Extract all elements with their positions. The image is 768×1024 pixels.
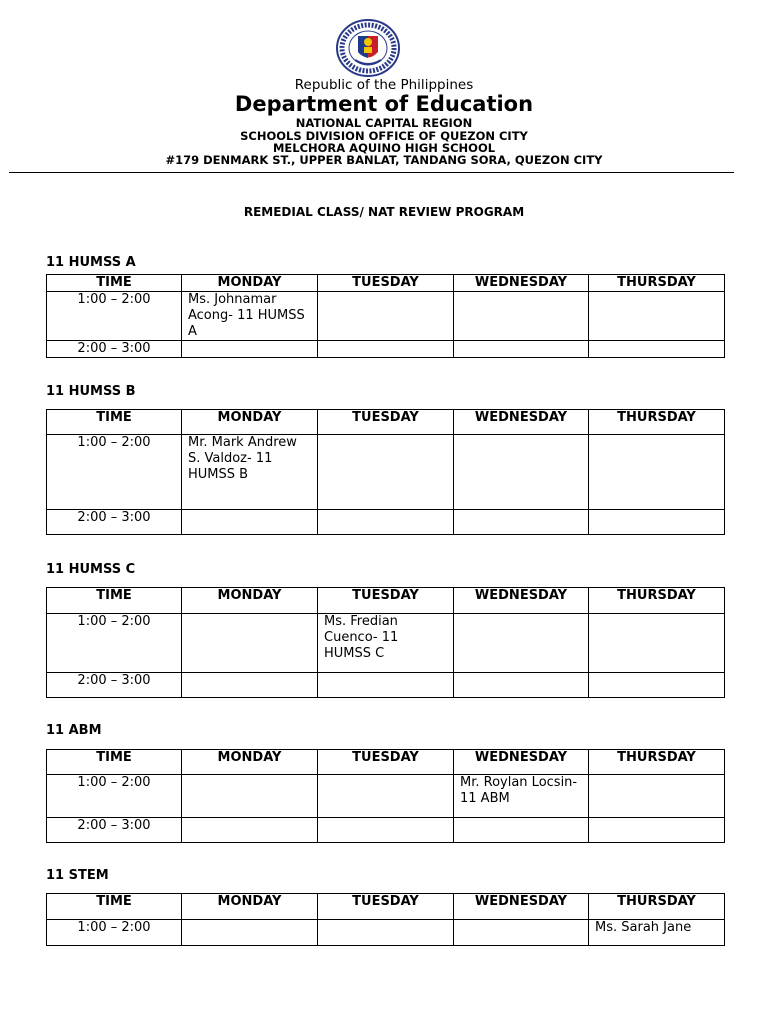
wednesday-cell: [454, 341, 589, 358]
monday-cell: Ms. Johnamar Acong- 11 HUMSS A: [182, 292, 318, 341]
column-header-wednesday: WEDNESDAY: [454, 750, 589, 775]
thursday-cell: [589, 673, 725, 698]
thursday-cell: [589, 775, 725, 818]
table-row: [47, 510, 725, 535]
wednesday-cell: [454, 292, 589, 341]
department-name: Department of Education: [234, 92, 534, 116]
section-title: 11 HUMSS B: [46, 384, 136, 399]
column-header-tuesday: TUESDAY: [318, 750, 454, 775]
section-humss-a: [46, 255, 724, 358]
wednesday-cell: Mr. Roylan Locsin-11 ABM: [454, 775, 589, 818]
tuesday-cell: Ms. Fredian Cuenco- 11 HUMSS C: [318, 614, 454, 673]
thursday-cell: [589, 341, 725, 358]
column-header-time: TIME: [47, 410, 182, 435]
schedule-table: [46, 274, 725, 358]
column-header-time: TIME: [47, 894, 182, 920]
republic-line: Republic of the Philippines: [294, 77, 474, 93]
thursday-cell: Ms. Sarah Jane: [589, 920, 725, 946]
wednesday-cell: [454, 510, 589, 535]
monday-cell: [182, 673, 318, 698]
monday-cell: [182, 614, 318, 673]
table-row: [47, 614, 725, 673]
thursday-cell: [589, 818, 725, 843]
wednesday-cell: [454, 920, 589, 946]
column-header-wednesday: WEDNESDAY: [454, 275, 589, 292]
time-cell: 2:00 – 3:00: [47, 673, 182, 698]
column-header-thursday: THURSDAY: [589, 275, 725, 292]
column-header-time: TIME: [47, 275, 182, 292]
wednesday-cell: [454, 614, 589, 673]
section-abm: [46, 723, 724, 843]
tuesday-cell: [318, 341, 454, 358]
thursday-cell: [589, 435, 725, 510]
column-header-time: TIME: [47, 750, 182, 775]
section-title: 11 ABM: [46, 723, 102, 738]
column-header-tuesday: TUESDAY: [318, 894, 454, 920]
section-title: 11 HUMSS A: [46, 255, 136, 270]
monday-cell: [182, 818, 318, 843]
wednesday-cell: [454, 673, 589, 698]
time-cell: 1:00 – 2:00: [47, 435, 182, 510]
time-cell: 1:00 – 2:00: [47, 920, 182, 946]
column-header-monday: MONDAY: [182, 750, 318, 775]
table-row: [47, 920, 725, 946]
column-header-tuesday: TUESDAY: [318, 275, 454, 292]
region-line: NATIONAL CAPITAL REGION: [295, 116, 473, 130]
section-title: 11 HUMSS C: [46, 562, 136, 577]
column-header-monday: MONDAY: [182, 588, 318, 614]
column-header-tuesday: TUESDAY: [318, 410, 454, 435]
column-header-wednesday: WEDNESDAY: [454, 410, 589, 435]
time-cell: 1:00 – 2:00: [47, 614, 182, 673]
column-header-tuesday: TUESDAY: [318, 588, 454, 614]
table-row: [47, 775, 725, 818]
monday-cell: [182, 510, 318, 535]
time-cell: 2:00 – 3:00: [47, 818, 182, 843]
time-cell: 2:00 – 3:00: [47, 341, 182, 358]
monday-cell: Mr. Mark Andrew S. Valdoz- 11 HUMSS B: [182, 435, 318, 510]
deped-seal-icon: [333, 18, 403, 78]
column-header-monday: MONDAY: [182, 275, 318, 292]
table-row: [47, 292, 725, 341]
tuesday-cell: [318, 818, 454, 843]
schedule-table: [46, 749, 725, 843]
thursday-cell: [589, 510, 725, 535]
column-header-monday: MONDAY: [182, 894, 318, 920]
time-cell: 2:00 – 3:00: [47, 510, 182, 535]
wednesday-cell: [454, 818, 589, 843]
section-stem: [46, 868, 724, 946]
tuesday-cell: [318, 435, 454, 510]
column-header-monday: MONDAY: [182, 410, 318, 435]
schedule-table: [46, 409, 725, 535]
tuesday-cell: [318, 510, 454, 535]
thursday-cell: [589, 292, 725, 341]
tuesday-cell: [318, 673, 454, 698]
section-humss-b: [46, 384, 724, 535]
table-row: [47, 341, 725, 358]
tuesday-cell: [318, 292, 454, 341]
section-title: 11 STEM: [46, 868, 109, 883]
column-header-thursday: THURSDAY: [589, 894, 725, 920]
time-cell: 1:00 – 2:00: [47, 775, 182, 818]
column-header-time: TIME: [47, 588, 182, 614]
section-humss-c: [46, 562, 724, 698]
table-row: [47, 435, 725, 510]
school-name: MELCHORA AQUINO HIGH SCHOOL: [272, 141, 496, 155]
schedule-table: [46, 587, 725, 698]
thursday-cell: [589, 614, 725, 673]
monday-cell: [182, 341, 318, 358]
time-cell: 1:00 – 2:00: [47, 292, 182, 341]
tuesday-cell: [318, 920, 454, 946]
monday-cell: [182, 775, 318, 818]
column-header-wednesday: WEDNESDAY: [454, 894, 589, 920]
wednesday-cell: [454, 435, 589, 510]
column-header-wednesday: WEDNESDAY: [454, 588, 589, 614]
table-row: [47, 673, 725, 698]
division-line: SCHOOLS DIVISION OFFICE OF QUEZON CITY: [240, 129, 528, 143]
table-row: [47, 818, 725, 843]
column-header-thursday: THURSDAY: [589, 750, 725, 775]
column-header-thursday: THURSDAY: [589, 588, 725, 614]
schedule-table: [46, 893, 725, 946]
program-title: REMEDIAL CLASS/ NAT REVIEW PROGRAM: [243, 205, 525, 219]
header-divider: [9, 172, 734, 173]
monday-cell: [182, 920, 318, 946]
column-header-thursday: THURSDAY: [589, 410, 725, 435]
tuesday-cell: [318, 775, 454, 818]
school-address: #179 DENMARK ST., UPPER BANLAT, TANDANG SORA, QUEZON CITY: [165, 153, 603, 167]
